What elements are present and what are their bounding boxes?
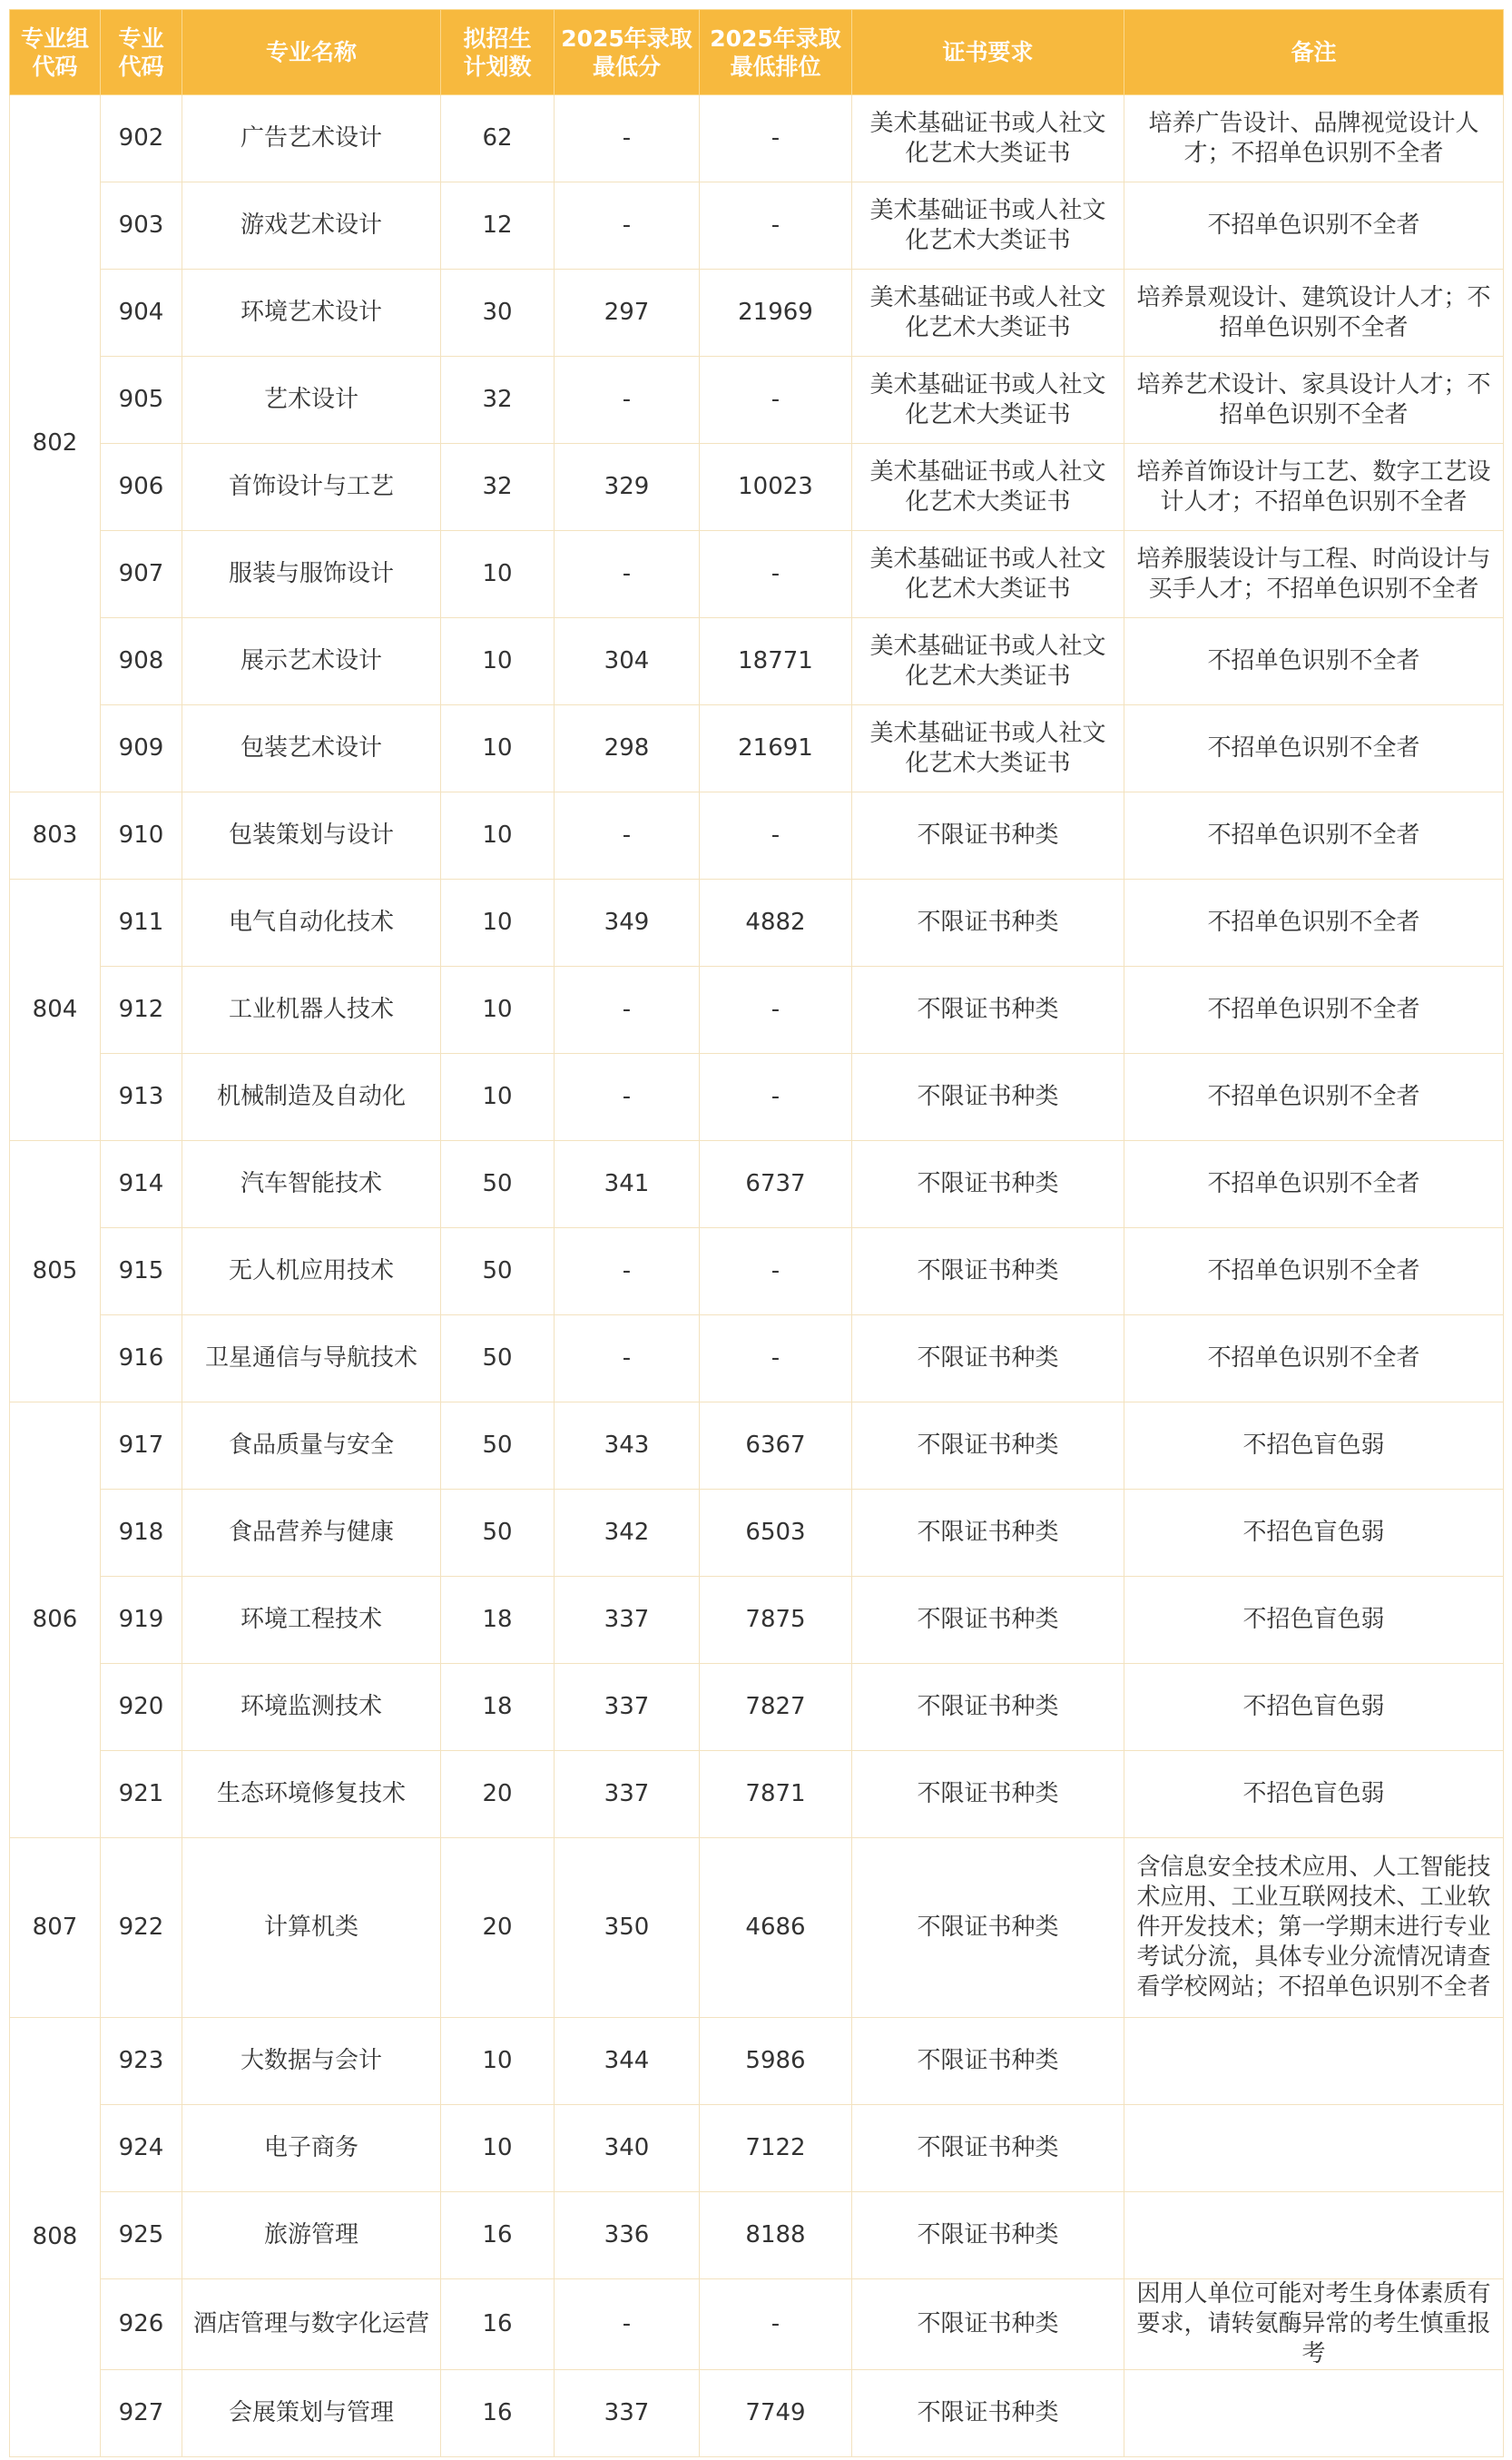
header-min-score: 2025年录取 最低分	[555, 10, 700, 95]
min-score-cell: -	[555, 531, 700, 618]
certificate-cell: 不限证书种类	[852, 1402, 1124, 1490]
min-score-cell: 344	[555, 2018, 700, 2105]
note-cell: 不招色盲色弱	[1124, 1402, 1504, 1490]
plan-count-cell: 10	[441, 2105, 555, 2192]
group-code-cell: 808	[10, 2018, 101, 2457]
table-body	[10, 95, 1504, 2457]
certificate-cell: 不限证书种类	[852, 1490, 1124, 1577]
major-name-cell: 食品营养与健康	[182, 1490, 441, 1577]
header-major-name: 专业名称	[182, 10, 441, 95]
note-cell: 培养首饰设计与工艺、数字工艺设计人才；不招单色识别不全者	[1124, 444, 1504, 531]
major-name-cell: 艺术设计	[182, 357, 441, 444]
major-code-cell: 919	[101, 1577, 182, 1664]
major-name-cell: 电气自动化技术	[182, 880, 441, 967]
header-major-code: 专业 代码	[101, 10, 182, 95]
min-score-cell: -	[555, 1228, 700, 1315]
table-row	[10, 444, 1504, 531]
note-cell: 不招色盲色弱	[1124, 1577, 1504, 1664]
major-code-cell: 907	[101, 531, 182, 618]
major-code-cell: 911	[101, 880, 182, 967]
major-code-cell: 914	[101, 1141, 182, 1228]
table-row	[10, 1228, 1504, 1315]
table-row	[10, 1751, 1504, 1838]
admission-table	[9, 9, 1504, 2457]
certificate-cell: 美术基础证书或人社文化艺术大类证书	[852, 357, 1124, 444]
min-rank-cell: -	[700, 792, 852, 880]
plan-count-cell: 10	[441, 1054, 555, 1141]
major-name-cell: 包装策划与设计	[182, 792, 441, 880]
min-rank-cell: 5986	[700, 2018, 852, 2105]
min-rank-cell: 7749	[700, 2370, 852, 2457]
major-code-cell: 923	[101, 2018, 182, 2105]
plan-count-cell: 10	[441, 792, 555, 880]
note-cell: 不招单色识别不全者	[1124, 1315, 1504, 1402]
min-score-cell: -	[555, 182, 700, 270]
certificate-cell: 美术基础证书或人社文化艺术大类证书	[852, 182, 1124, 270]
min-score-cell: 342	[555, 1490, 700, 1577]
min-rank-cell: 21969	[700, 270, 852, 357]
major-name-cell: 生态环境修复技术	[182, 1751, 441, 1838]
min-score-cell: -	[555, 967, 700, 1054]
table-row	[10, 792, 1504, 880]
major-code-cell: 921	[101, 1751, 182, 1838]
note-cell: 不招单色识别不全者	[1124, 880, 1504, 967]
plan-count-cell: 18	[441, 1577, 555, 1664]
min-rank-cell: 7871	[700, 1751, 852, 1838]
certificate-cell: 不限证书种类	[852, 1228, 1124, 1315]
major-name-cell: 环境艺术设计	[182, 270, 441, 357]
min-score-cell: 337	[555, 1577, 700, 1664]
plan-count-cell: 50	[441, 1490, 555, 1577]
table-row	[10, 1054, 1504, 1141]
header-row	[10, 10, 1504, 95]
certificate-cell: 不限证书种类	[852, 1141, 1124, 1228]
table-row	[10, 182, 1504, 270]
certificate-cell: 不限证书种类	[852, 2279, 1124, 2370]
min-rank-cell: 7122	[700, 2105, 852, 2192]
min-score-cell: 349	[555, 880, 700, 967]
table-row	[10, 2105, 1504, 2192]
min-rank-cell: 6737	[700, 1141, 852, 1228]
certificate-cell: 不限证书种类	[852, 1577, 1124, 1664]
major-name-cell: 计算机类	[182, 1838, 441, 2018]
note-cell: 培养服装设计与工程、时尚设计与买手人才；不招单色识别不全者	[1124, 531, 1504, 618]
min-score-cell: 343	[555, 1402, 700, 1490]
major-name-cell: 广告艺术设计	[182, 95, 441, 182]
major-name-cell: 机械制造及自动化	[182, 1054, 441, 1141]
major-name-cell: 汽车智能技术	[182, 1141, 441, 1228]
major-name-cell: 工业机器人技术	[182, 967, 441, 1054]
major-name-cell: 旅游管理	[182, 2192, 441, 2279]
header-plan: 拟招生 计划数	[441, 10, 555, 95]
note-cell	[1124, 2105, 1504, 2192]
major-code-cell: 906	[101, 444, 182, 531]
certificate-cell: 不限证书种类	[852, 2192, 1124, 2279]
plan-count-cell: 10	[441, 967, 555, 1054]
note-cell: 不招单色识别不全者	[1124, 618, 1504, 705]
group-code-cell: 802	[10, 95, 101, 792]
plan-count-cell: 10	[441, 618, 555, 705]
note-cell: 培养艺术设计、家具设计人才；不招单色识别不全者	[1124, 357, 1504, 444]
major-name-cell: 服装与服饰设计	[182, 531, 441, 618]
min-score-cell: 329	[555, 444, 700, 531]
table-row	[10, 1664, 1504, 1751]
table-row	[10, 1838, 1504, 2018]
min-rank-cell: -	[700, 182, 852, 270]
min-rank-cell: 10023	[700, 444, 852, 531]
min-rank-cell: -	[700, 95, 852, 182]
note-cell	[1124, 2370, 1504, 2457]
plan-count-cell: 10	[441, 2018, 555, 2105]
min-rank-cell: 7827	[700, 1664, 852, 1751]
major-code-cell: 922	[101, 1838, 182, 2018]
table-row	[10, 1402, 1504, 1490]
major-code-cell: 916	[101, 1315, 182, 1402]
header-certificate: 证书要求	[852, 10, 1124, 95]
min-rank-cell: 6503	[700, 1490, 852, 1577]
major-name-cell: 大数据与会计	[182, 2018, 441, 2105]
plan-count-cell: 16	[441, 2192, 555, 2279]
table-row	[10, 95, 1504, 182]
group-code-cell: 803	[10, 792, 101, 880]
note-cell	[1124, 2018, 1504, 2105]
major-name-cell: 展示艺术设计	[182, 618, 441, 705]
plan-count-cell: 20	[441, 1751, 555, 1838]
min-rank-cell: -	[700, 1228, 852, 1315]
table-row	[10, 618, 1504, 705]
note-cell: 不招单色识别不全者	[1124, 792, 1504, 880]
table-row	[10, 2018, 1504, 2105]
min-rank-cell: 6367	[700, 1402, 852, 1490]
table-row	[10, 1141, 1504, 1228]
min-score-cell: -	[555, 1315, 700, 1402]
min-rank-cell: 21691	[700, 705, 852, 792]
certificate-cell: 不限证书种类	[852, 2370, 1124, 2457]
plan-count-cell: 50	[441, 1402, 555, 1490]
table-row	[10, 357, 1504, 444]
group-code-cell: 807	[10, 1838, 101, 2018]
major-name-cell: 首饰设计与工艺	[182, 444, 441, 531]
min-rank-cell: -	[700, 967, 852, 1054]
plan-count-cell: 10	[441, 531, 555, 618]
table-row	[10, 967, 1504, 1054]
min-rank-cell: 4686	[700, 1838, 852, 2018]
note-cell	[1124, 2192, 1504, 2279]
plan-count-cell: 20	[441, 1838, 555, 2018]
min-score-cell: 337	[555, 1751, 700, 1838]
major-name-cell: 包装艺术设计	[182, 705, 441, 792]
major-code-cell: 908	[101, 618, 182, 705]
table-row	[10, 531, 1504, 618]
plan-count-cell: 12	[441, 182, 555, 270]
header-group-code: 专业组 代码	[10, 10, 101, 95]
major-name-cell: 酒店管理与数字化运营	[182, 2279, 441, 2370]
plan-count-cell: 10	[441, 705, 555, 792]
table-row	[10, 880, 1504, 967]
major-code-cell: 902	[101, 95, 182, 182]
certificate-cell: 美术基础证书或人社文化艺术大类证书	[852, 618, 1124, 705]
plan-count-cell: 62	[441, 95, 555, 182]
major-name-cell: 卫星通信与导航技术	[182, 1315, 441, 1402]
min-rank-cell: -	[700, 2279, 852, 2370]
major-code-cell: 927	[101, 2370, 182, 2457]
major-name-cell: 环境工程技术	[182, 1577, 441, 1664]
note-cell: 不招单色识别不全者	[1124, 1054, 1504, 1141]
min-rank-cell: -	[700, 357, 852, 444]
major-name-cell: 环境监测技术	[182, 1664, 441, 1751]
note-cell: 培养广告设计、品牌视觉设计人才；不招单色识别不全者	[1124, 95, 1504, 182]
certificate-cell: 不限证书种类	[852, 1054, 1124, 1141]
major-code-cell: 910	[101, 792, 182, 880]
min-rank-cell: 18771	[700, 618, 852, 705]
note-cell: 不招色盲色弱	[1124, 1664, 1504, 1751]
table-row	[10, 270, 1504, 357]
major-code-cell: 918	[101, 1490, 182, 1577]
plan-count-cell: 10	[441, 880, 555, 967]
major-name-cell: 游戏艺术设计	[182, 182, 441, 270]
note-cell: 不招单色识别不全者	[1124, 705, 1504, 792]
table-row	[10, 2279, 1504, 2370]
min-score-cell: 340	[555, 2105, 700, 2192]
major-code-cell: 915	[101, 1228, 182, 1315]
header-min-rank: 2025年录取 最低排位	[700, 10, 852, 95]
group-code-cell: 804	[10, 880, 101, 1141]
note-cell: 培养景观设计、建筑设计人才；不招单色识别不全者	[1124, 270, 1504, 357]
note-cell: 不招色盲色弱	[1124, 1490, 1504, 1577]
note-cell: 不招单色识别不全者	[1124, 967, 1504, 1054]
major-code-cell: 913	[101, 1054, 182, 1141]
certificate-cell: 美术基础证书或人社文化艺术大类证书	[852, 270, 1124, 357]
certificate-cell: 美术基础证书或人社文化艺术大类证书	[852, 705, 1124, 792]
min-rank-cell: 7875	[700, 1577, 852, 1664]
group-code-cell: 806	[10, 1402, 101, 1838]
certificate-cell: 不限证书种类	[852, 2018, 1124, 2105]
group-code-cell: 805	[10, 1141, 101, 1402]
major-code-cell: 925	[101, 2192, 182, 2279]
plan-count-cell: 50	[441, 1228, 555, 1315]
plan-count-cell: 16	[441, 2279, 555, 2370]
min-score-cell: 337	[555, 1664, 700, 1751]
note-cell: 含信息安全技术应用、人工智能技术应用、工业互联网技术、工业软件开发技术；第一学期末进行专业考试分流，具体专业分流情况请查看学校网站；不招单色识别不全者	[1124, 1838, 1504, 2018]
plan-count-cell: 50	[441, 1141, 555, 1228]
plan-count-cell: 50	[441, 1315, 555, 1402]
major-code-cell: 926	[101, 2279, 182, 2370]
certificate-cell: 不限证书种类	[852, 967, 1124, 1054]
min-score-cell: 341	[555, 1141, 700, 1228]
note-cell: 不招色盲色弱	[1124, 1751, 1504, 1838]
min-score-cell: -	[555, 792, 700, 880]
table-row	[10, 1315, 1504, 1402]
major-code-cell: 917	[101, 1402, 182, 1490]
major-code-cell: 903	[101, 182, 182, 270]
plan-count-cell: 32	[441, 357, 555, 444]
table-row	[10, 2370, 1504, 2457]
plan-count-cell: 30	[441, 270, 555, 357]
major-code-cell: 904	[101, 270, 182, 357]
certificate-cell: 美术基础证书或人社文化艺术大类证书	[852, 531, 1124, 618]
table-row	[10, 1490, 1504, 1577]
min-score-cell: 350	[555, 1838, 700, 2018]
min-score-cell: -	[555, 95, 700, 182]
certificate-cell: 不限证书种类	[852, 1751, 1124, 1838]
min-rank-cell: 8188	[700, 2192, 852, 2279]
note-cell: 因用人单位可能对考生身体素质有要求，请转氨酶异常的考生慎重报考	[1124, 2279, 1504, 2370]
certificate-cell: 不限证书种类	[852, 792, 1124, 880]
major-code-cell: 924	[101, 2105, 182, 2192]
header-note: 备注	[1124, 10, 1504, 95]
major-code-cell: 912	[101, 967, 182, 1054]
plan-count-cell: 32	[441, 444, 555, 531]
min-rank-cell: 4882	[700, 880, 852, 967]
table-row	[10, 2192, 1504, 2279]
min-rank-cell: -	[700, 1315, 852, 1402]
major-name-cell: 会展策划与管理	[182, 2370, 441, 2457]
min-score-cell: -	[555, 1054, 700, 1141]
min-score-cell: 304	[555, 618, 700, 705]
note-cell: 不招单色识别不全者	[1124, 1228, 1504, 1315]
table-header	[10, 10, 1504, 95]
major-code-cell: 920	[101, 1664, 182, 1751]
certificate-cell: 不限证书种类	[852, 1838, 1124, 2018]
major-name-cell: 无人机应用技术	[182, 1228, 441, 1315]
note-cell: 不招单色识别不全者	[1124, 1141, 1504, 1228]
min-rank-cell: -	[700, 1054, 852, 1141]
plan-count-cell: 18	[441, 1664, 555, 1751]
table-row	[10, 705, 1504, 792]
certificate-cell: 不限证书种类	[852, 2105, 1124, 2192]
min-score-cell: 298	[555, 705, 700, 792]
major-name-cell: 电子商务	[182, 2105, 441, 2192]
certificate-cell: 不限证书种类	[852, 1315, 1124, 1402]
major-code-cell: 905	[101, 357, 182, 444]
certificate-cell: 不限证书种类	[852, 1664, 1124, 1751]
min-score-cell: 337	[555, 2370, 700, 2457]
min-score-cell: 297	[555, 270, 700, 357]
min-score-cell: -	[555, 2279, 700, 2370]
note-cell: 不招单色识别不全者	[1124, 182, 1504, 270]
certificate-cell: 不限证书种类	[852, 880, 1124, 967]
major-name-cell: 食品质量与安全	[182, 1402, 441, 1490]
certificate-cell: 美术基础证书或人社文化艺术大类证书	[852, 444, 1124, 531]
major-code-cell: 909	[101, 705, 182, 792]
certificate-cell: 美术基础证书或人社文化艺术大类证书	[852, 95, 1124, 182]
min-score-cell: -	[555, 357, 700, 444]
min-rank-cell: -	[700, 531, 852, 618]
plan-count-cell: 16	[441, 2370, 555, 2457]
min-score-cell: 336	[555, 2192, 700, 2279]
table-row	[10, 1577, 1504, 1664]
